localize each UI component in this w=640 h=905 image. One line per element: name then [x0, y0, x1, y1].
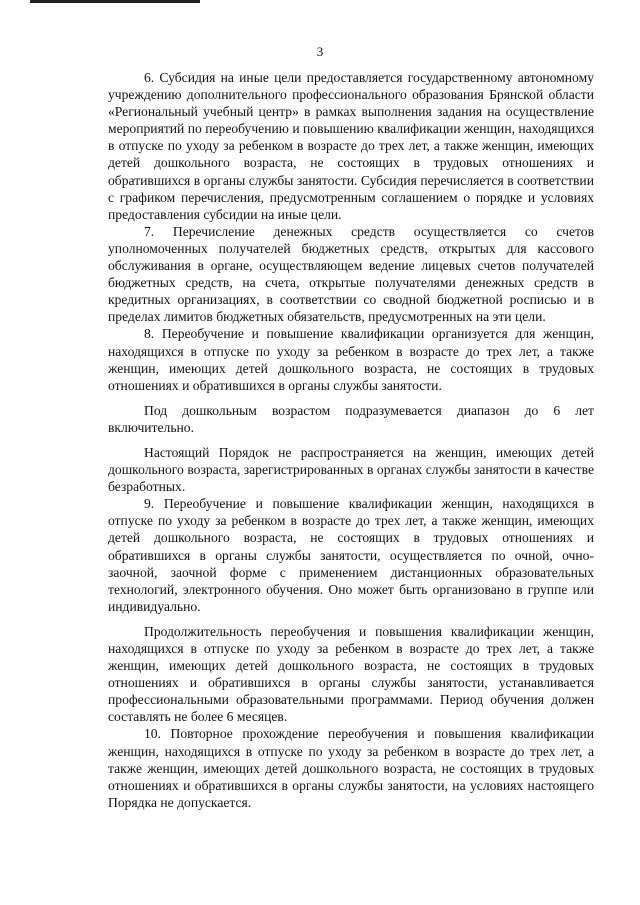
top-border-line — [30, 0, 200, 3]
paragraph-7: 7. Перечисление денежных средств осуществляется со счетов уполномоченных получателей бюджетных средств, открытых для кассового обслуживания в органе, осуществляющем ведение лицевых счетов получателей бюджетных средств, на счета, открытые получателями денежных средств в кредитных организациях, в соответствии со сводной бюджетной росписью и в пределах лимитов бюджетных обязательств, предусмотренных на эти цели. — [108, 223, 594, 325]
paragraph-6: 6. Субсидия на иные цели предоставляется государственному автономному учреждению дополнительного профессионального образования Брянской области «Региональный учебный центр» в рамках выполнения задания на осуществление мероприятий по переобучению и повышению квалификации женщин, находящихся в отпуске по уходу за ребенком в возрасте до трех лет, а также женщин, имеющих детей дошкольного возраста, не состоящих в трудовых отношениях и обратившихся в органы службы занятости. Субсидия перечисляется в соответствии с графиком перечисления, предусмотренным соглашением о порядке и условиях предоставления субсидии на иные цели. — [108, 70, 594, 222]
paragraph-10: 10. Повторное прохождение переобучения и повышения квалификации женщин, находящихся в отпуске по уходу за ребенком в возрасте до трех лет, а также женщин, имеющих детей дошкольного возраста, не состоящих в трудовых отношениях и обратившихся в органы службы занятости, на условиях настоящего Порядка не допускается. — [108, 726, 594, 810]
paragraph-8: 8. Переобучение и повышение квалификации организуется для женщин, находящихся в отпуске по уходу за ребенком в возрасте до трех лет, а также женщин, имеющих детей дошкольного возраста, не состоящих в трудовых отношениях и обратившихся в органы службы занятости. — [108, 326, 594, 393]
page-number: 3 — [316, 44, 324, 59]
document-body — [108, 69, 594, 811]
paragraph-not-applicable: Настоящий Порядок не распространяется на женщин, имеющих детей дошкольного возраста, зарегистрированных в органах службы занятости в качестве безработных. — [108, 444, 594, 495]
paragraph-duration: Продолжительность переобучения и повышения квалификации женщин, находящихся в отпуске по уходу за ребенком в возрасте до трех лет, а также женщин, имеющих детей дошкольного возраста, не состоящих в трудовых отношениях и обратившихся в органы службы занятости, устанавливается профессиональными образовательными программами. Период обучения должен составлять не более 6 месяцев. — [108, 623, 594, 725]
paragraph-preschool-age: Под дошкольным возрастом подразумевается диапазон до 6 лет включительно. — [108, 402, 594, 435]
paragraph-9: 9. Переобучение и повышение квалификации женщин, находящихся в отпуске по уходу за ребенком в возрасте до трех лет, а также женщин, имеющих детей дошкольного возраста, не состоящих в трудовых отношениях и обратившихся в органы службы занятости, осуществляется по очной, очно-заочной, заочной форме с применением дистанционных образовательных технологий, электронного обучения. Оно может быть организовано в группе или индивидуально. — [108, 496, 594, 614]
